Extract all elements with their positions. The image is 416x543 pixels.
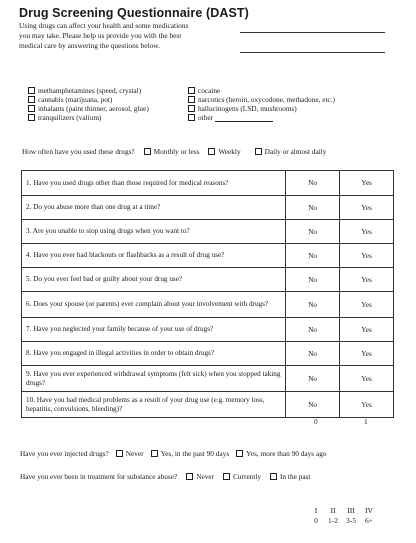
question-text: 3. Are you unable to stop using drugs when you want to? — [22, 220, 286, 244]
level-range: 0 — [314, 516, 318, 525]
treatment-option-currently[interactable]: Currently — [223, 472, 261, 481]
treatment-label: Have you ever been in treatment for substance abuse? — [20, 472, 178, 481]
injected-option-past-90[interactable]: Yes, in the past 90 days — [151, 449, 230, 458]
table-row — [22, 292, 394, 318]
drug-option-hallucinogens[interactable]: hallucinogens (LSD, mushrooms) — [188, 104, 297, 113]
answer-yes[interactable]: Yes — [340, 392, 394, 418]
checkbox[interactable] — [188, 105, 195, 112]
intro-line: Using drugs can affect your health and some medications — [19, 21, 189, 30]
checkbox[interactable] — [188, 96, 195, 103]
question-text: 5. Do you ever feel bad or guilty about your drug use? — [22, 268, 286, 292]
checkbox[interactable] — [270, 473, 277, 480]
questions-table — [21, 170, 394, 418]
checkbox[interactable] — [223, 473, 230, 480]
patient-date-line[interactable] — [240, 52, 385, 53]
checkbox[interactable] — [188, 114, 195, 121]
score-no: 0 — [314, 417, 318, 426]
checkbox[interactable] — [28, 114, 35, 121]
checkbox[interactable] — [186, 473, 193, 480]
answer-yes[interactable]: Yes — [340, 342, 394, 366]
drug-option-cocaine[interactable]: cocaine — [188, 86, 220, 95]
checkbox[interactable] — [208, 148, 215, 155]
answer-yes[interactable]: Yes — [340, 220, 394, 244]
checkbox[interactable] — [255, 148, 262, 155]
question-text: 4. Have you ever had blackouts or flashbacks as a result of drug use? — [22, 244, 286, 268]
patient-name-line[interactable] — [240, 32, 385, 33]
answer-yes[interactable]: Yes — [340, 196, 394, 220]
intro-line: you may take. Please help us provide you with the best — [19, 30, 182, 40]
answer-no[interactable]: No — [286, 244, 340, 268]
answer-yes[interactable]: Yes — [340, 318, 394, 342]
drug-option-other[interactable]: other — [188, 113, 273, 122]
checkbox[interactable] — [116, 450, 123, 457]
table-row — [22, 366, 394, 392]
checkbox[interactable] — [144, 148, 151, 155]
level-label: I — [314, 506, 318, 515]
checkbox[interactable] — [28, 87, 35, 94]
level-range: 3-5 — [345, 516, 357, 525]
answer-yes[interactable]: Yes — [340, 268, 394, 292]
frequency-option-daily[interactable]: Daily or almost daily — [255, 147, 327, 156]
frequency-option-weekly[interactable]: Weekly — [208, 147, 240, 156]
answer-no[interactable]: No — [286, 366, 340, 392]
injected-option-over-90[interactable]: Yes, more than 90 days ago — [236, 449, 326, 458]
checkbox[interactable] — [188, 87, 195, 94]
checkbox[interactable] — [151, 450, 158, 457]
frequency-label: How often have you used these drugs? — [22, 147, 135, 156]
question-text: 6. Does your spouse (or parents) ever complain about your involvement with drugs? — [22, 292, 286, 318]
other-drug-line[interactable] — [215, 114, 273, 122]
table-row — [22, 196, 394, 220]
answer-no[interactable]: No — [286, 342, 340, 366]
drug-option-narcotics[interactable]: narcotics (heroin, oxycodone, methadone, etc.) — [188, 95, 335, 104]
drug-option-methamphetamines[interactable]: methamphetamines (speed, crystal) — [28, 86, 141, 95]
treatment-option-past[interactable]: In the past — [270, 472, 310, 481]
level-label: II — [330, 506, 336, 515]
level-label: IV — [364, 506, 373, 515]
answer-yes[interactable]: Yes — [340, 292, 394, 318]
answer-no[interactable]: No — [286, 392, 340, 418]
question-text: 10. Have you had medical problems as a result of your drug use (e.g. memory loss, hepatitis, convulsions, bleeding)? — [22, 392, 286, 418]
page-title: Drug Screening Questionnaire (DAST) — [19, 6, 249, 20]
table-row — [22, 342, 394, 366]
answer-no[interactable]: No — [286, 196, 340, 220]
drug-option-inhalants[interactable]: inhalants (paint thinner, aerosol, glue) — [28, 104, 149, 113]
treatment-option-never[interactable]: Never — [186, 472, 214, 481]
checkbox[interactable] — [28, 96, 35, 103]
answer-no[interactable]: No — [286, 220, 340, 244]
score-yes: 1 — [364, 417, 368, 426]
intro-line: medical care by answering the questions below. — [19, 40, 160, 50]
answer-yes[interactable]: Yes — [340, 244, 394, 268]
answer-no[interactable]: No — [286, 268, 340, 292]
question-text: 2. Do you abuse more than one drug at a time? — [22, 196, 286, 220]
answer-yes[interactable]: Yes — [340, 171, 394, 196]
frequency-question — [22, 147, 326, 156]
question-text: 8. Have you engaged in illegal activities in order to obtain drugs? — [22, 342, 286, 366]
answer-no[interactable]: No — [286, 318, 340, 342]
table-row — [22, 268, 394, 292]
drug-option-cannabis[interactable]: cannabis (marijuana, pot) — [28, 95, 112, 104]
level-range: 1-2 — [327, 516, 339, 525]
injected-label: Have you ever injected drugs? — [20, 449, 109, 458]
treatment-question — [20, 472, 310, 481]
checkbox[interactable] — [28, 105, 35, 112]
answer-yes[interactable]: Yes — [340, 366, 394, 392]
frequency-option-monthly[interactable]: Monthly or less — [144, 147, 200, 156]
question-text: 9. Have you ever experienced withdrawal symptoms (felt sick) when you stopped taking drugs? — [22, 366, 286, 392]
checkbox[interactable] — [236, 450, 243, 457]
table-row — [22, 244, 394, 268]
table-row — [22, 318, 394, 342]
question-text: 7. Have you neglected your family because of your use of drugs? — [22, 318, 286, 342]
level-range: 6+ — [364, 516, 374, 525]
table-row — [22, 220, 394, 244]
answer-no[interactable]: No — [286, 292, 340, 318]
injected-option-never[interactable]: Never — [116, 449, 144, 458]
answer-no[interactable]: No — [286, 171, 340, 196]
question-text: 1. Have you used drugs other than those required for medical reasons? — [22, 171, 286, 196]
level-label: III — [347, 506, 355, 515]
intro-text — [19, 21, 229, 50]
table-row — [22, 392, 394, 418]
injected-question — [20, 449, 327, 458]
table-row — [22, 171, 394, 196]
drug-option-tranquilizers[interactable]: tranquilizers (valium) — [28, 113, 101, 122]
